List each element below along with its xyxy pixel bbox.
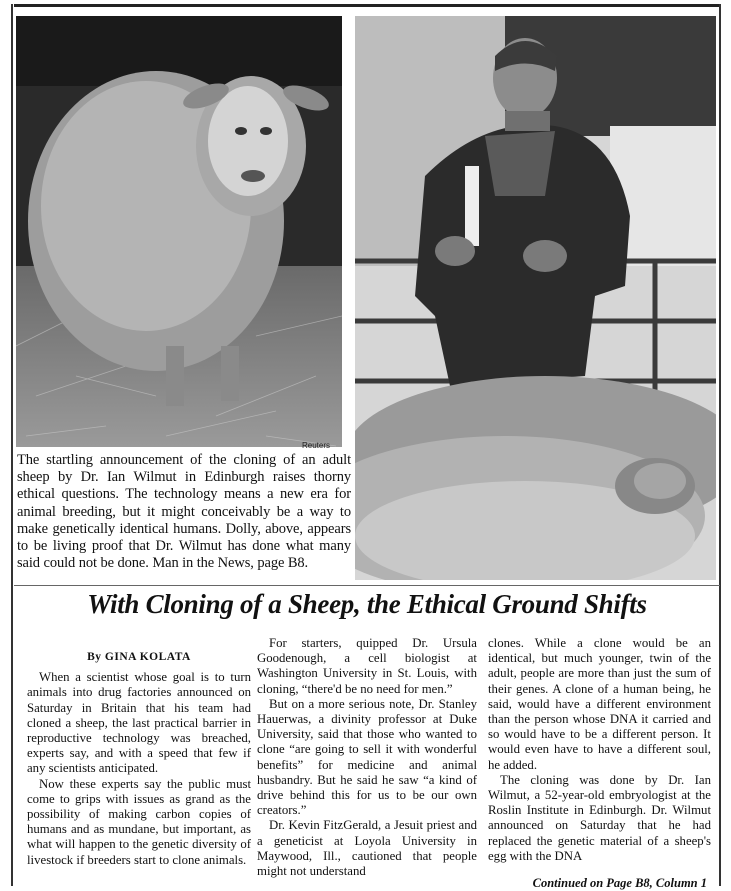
headline: With Cloning of a Sheep, the Ethical Ground Shifts [87,589,647,619]
scientist-photo-image [355,16,716,580]
paragraph: The cloning was done by Dr. Ian Wilmut, a 52-year-old embryologist at the Roslin Institute in Edinburgh. Dr. Wilmut announced on Saturday that he had replaced the genetic material of a sheep's egg with the DNA [488,772,711,863]
photo-credit: Reuters [302,441,331,450]
right-rule [719,4,721,886]
sheep-photo-image [16,16,342,447]
paragraph: clones. While a clone would be an identical, but much younger, twin of the adult, people are more than just the sum of their genes. A clone of a human being, he said, would have a different environment than the person whose DNA it carried and so would have to be a different person. It would even have to have a different soul, he added. [488,636,711,772]
paragraph: Now these experts say the public must come to grips with issues as grand as the possibility of making carbon copies of humans and as mundane, but important, as what will happen to the genetic diversity of livestock if breeders start to clone animals. [27,776,251,867]
byline: By GINA KOLATA [87,651,191,663]
paragraph: When a scientist whose goal is to turn animals into drug factories announced on Saturday in Britain that his team had cloned a sheep, the last practical barrier in reproductive technology was breached, experts say, and with a speed that few if any scientists anticipated. [27,670,251,776]
photo-caption: The startling announcement of the cloning of an adult sheep by Dr. Ian Wilmut in Edinburgh raises thorny ethical questions. The technology means a new era for animal breeding, but it might conceivably be a way to make genetically identical humans. Dolly, above, appears to be living proof that Dr. Wilmut has done what many said could not be done. Man in the News, page B8. [17,452,351,572]
top-rule [14,4,720,7]
paragraph: But on a more serious note, Dr. Stanley Hauerwas, a divinity professor at Duke University, said that those who wanted to clone “are going to sell it with wonderful benefits” for medicine and animal husbandry. But he said he saw “a kind of drive behind this for us to be our own creators.” [257,696,477,818]
article-column-3 [488,636,711,891]
left-rule [11,4,13,886]
sheep-photo [16,16,342,447]
scientist-photo [355,16,716,580]
article-column-1 [27,636,251,868]
section-divider [14,585,720,586]
paragraph: Dr. Kevin FitzGerald, a Jesuit priest and a geneticist at Loyola University in Maywood, Ill., cautioned that people might not understand [257,818,477,879]
article-column-2 [257,636,477,879]
paragraph: For starters, quipped Dr. Ursula Goodenough, a cell biologist at Washington University in St. Louis, with cloning, “there'd be no need for men.” [257,636,477,696]
continuation-note[interactable]: Continued on Page B8, Column 1 [532,876,707,891]
